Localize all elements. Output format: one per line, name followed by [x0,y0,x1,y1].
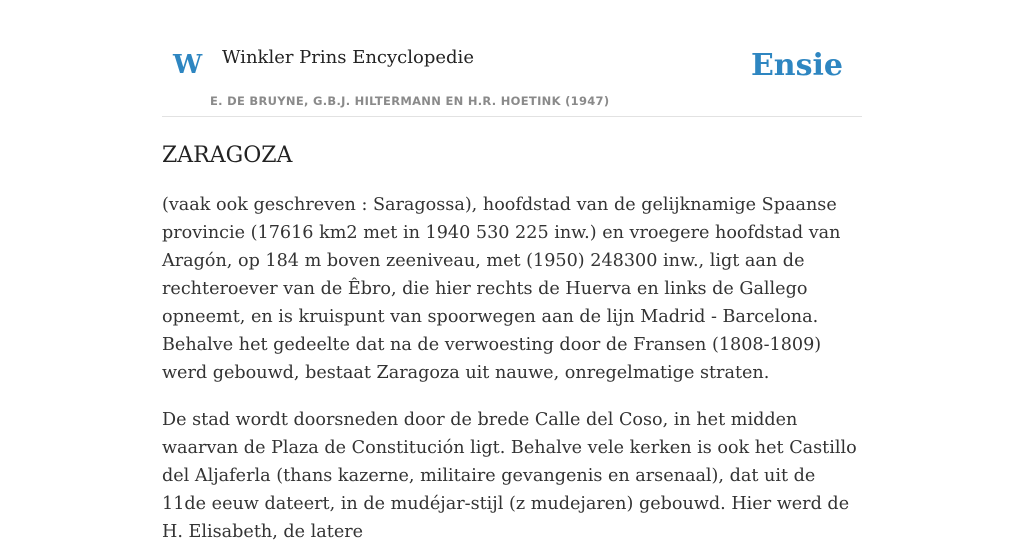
brand-logo[interactable]: Ensie [750,48,843,83]
source-authors: E. DE BRUYNE, G.B.J. HILTERMANN EN H.R. HOETINK (1947) [210,94,610,108]
article-paragraph: (vaak ook geschreven : Saragossa), hoofdstad van de gelijknamige Spaanse provincie (17616 km2 met in 1940 530 225 inw.) en vroegere hoofdstad van Aragón, op 184 m boven zeeniveau, met (1950) 248300 inw., ligt aan de rechteroever van de Êbro, die hier rechts de Huerva en links de Gallego opneemt, en is kruispunt van spoorwegen aan de lijn Madrid - Barcelona. Behalve het gedeelte dat na de verwoesting door de Fransen (1808-1809) werd gebouwd, bestaat Zaragoza uit nauwe, onregelmatige straten. [162,195,841,383]
page [162,0,862,546]
entry-title: ZARAGOZA [162,143,293,168]
article-paragraph: De stad wordt doorsneden door de brede Calle del Coso, in het midden waarvan de Plaza de Constitución ligt. Behalve vele kerken is ook het Castillo del Aljaferla (thans kazerne, militaire gevangenis en arsenaal), dat uit de 11de eeuw dateert, in de mudéjar-stijl (z mudejaren) gebouwd. Hier werd de H. Elisabeth, de latere [162,410,857,542]
source-logo-icon[interactable]: W [173,50,203,80]
source-title[interactable]: Winkler Prins Encyclopedie [222,47,474,68]
header [162,0,862,117]
